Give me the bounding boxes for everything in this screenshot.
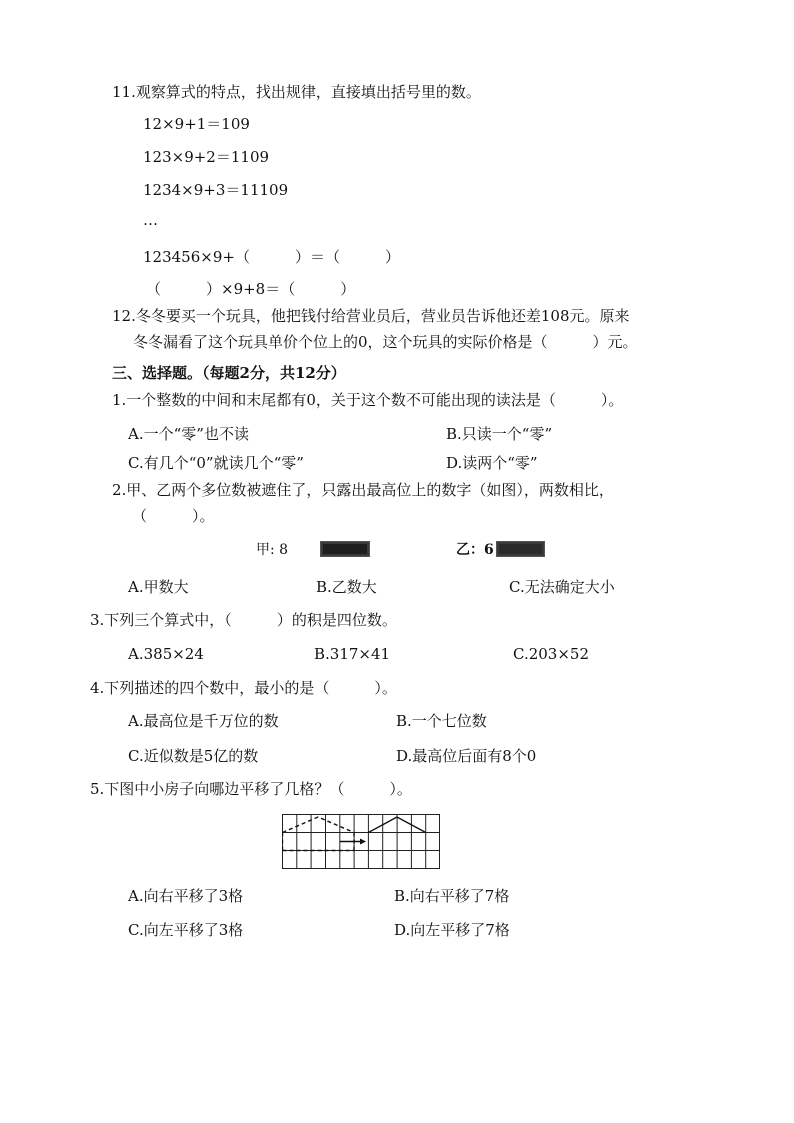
choice-q4-option-b: B.一个七位数	[396, 712, 487, 730]
translation-arrow	[340, 839, 366, 845]
choice-q4-option-c: C.近似数是5亿的数	[128, 747, 259, 765]
covered-digits-yi	[496, 541, 545, 557]
q11-line-1: 12×9+1＝109	[143, 115, 250, 133]
choice-q1-option-d: D.读两个“零”	[446, 454, 538, 472]
q12-line-1: 12.冬冬要买一个玩具，他把钱付给营业员后，营业员告诉他还差108元。原来	[112, 307, 630, 325]
choice-q2-option-c: C.无法确定大小	[509, 578, 615, 596]
choice-q2-option-b: B.乙数大	[316, 578, 377, 596]
choice-q3-option-a: A.385×24	[128, 645, 204, 663]
q11-line-3: 1234×9+3＝11109	[143, 181, 289, 199]
choice-q5-text: 5.下图中小房子向哪边平移了几格？（ ）。	[90, 780, 412, 798]
choice-q4-option-a: A.最高位是千万位的数	[128, 712, 279, 730]
choice-q3-text: 3.下列三个算式中，（ ）的积是四位数。	[90, 611, 397, 629]
choice-q5-option-d: D.向左平移了7格	[394, 921, 510, 939]
choice-q1-option-a: A.一个“零”也不读	[128, 425, 249, 443]
house-original-dashed	[283, 817, 355, 851]
choice-q2-text-2: （ ）。	[132, 507, 215, 525]
choice-q3-option-b: B.317×41	[314, 645, 391, 663]
number-jia-label: 甲: 8	[256, 542, 289, 558]
choice-q5-option-c: C.向左平移了3格	[128, 921, 244, 939]
q11-line-6: （ ）×9+8＝（ ）	[146, 280, 356, 298]
choice-q5-option-b: B.向右平移了7格	[394, 887, 510, 905]
q12-line-2: 冬冬漏看了这个玩具单价个位上的0，这个玩具的实际价格是（ ）元。	[133, 333, 638, 351]
choice-q2-option-a: A.甲数大	[128, 578, 189, 596]
number-yi-label: 乙：6	[456, 542, 494, 558]
choice-q3-option-c: C.203×52	[513, 645, 589, 663]
q11-ellipsis: …	[143, 211, 158, 229]
q11-title: 11.观察算式的特点，找出规律，直接填出括号里的数。	[112, 83, 481, 101]
q11-line-2: 123×9+2＝1109	[143, 148, 270, 166]
q11-line-5: 123456×9+（ ）＝（ ）	[143, 248, 400, 266]
choice-q1-option-c: C.有几个“0”就读几个“零”	[128, 454, 304, 472]
translation-grid-figure	[282, 814, 442, 870]
choice-q1-option-b: B.只读一个“零”	[446, 425, 553, 443]
covered-digits-jia	[320, 541, 370, 557]
choice-q5-option-a: A.向右平移了3格	[128, 887, 244, 905]
choice-q1-text: 1.一个整数的中间和末尾都有0，关于这个数不可能出现的读法是（ ）。	[112, 391, 624, 409]
choice-q4-option-d: D.最高位后面有8个0	[396, 747, 537, 765]
choice-q2-text: 2.甲、乙两个多位数被遮住了，只露出最高位上的数字（如图），两数相比，	[112, 481, 614, 499]
choice-q4-text: 4.下列描述的四个数中，最小的是（ ）。	[90, 679, 397, 697]
section3-heading: 三、选择题。（每题2分，共12分）	[112, 364, 346, 382]
